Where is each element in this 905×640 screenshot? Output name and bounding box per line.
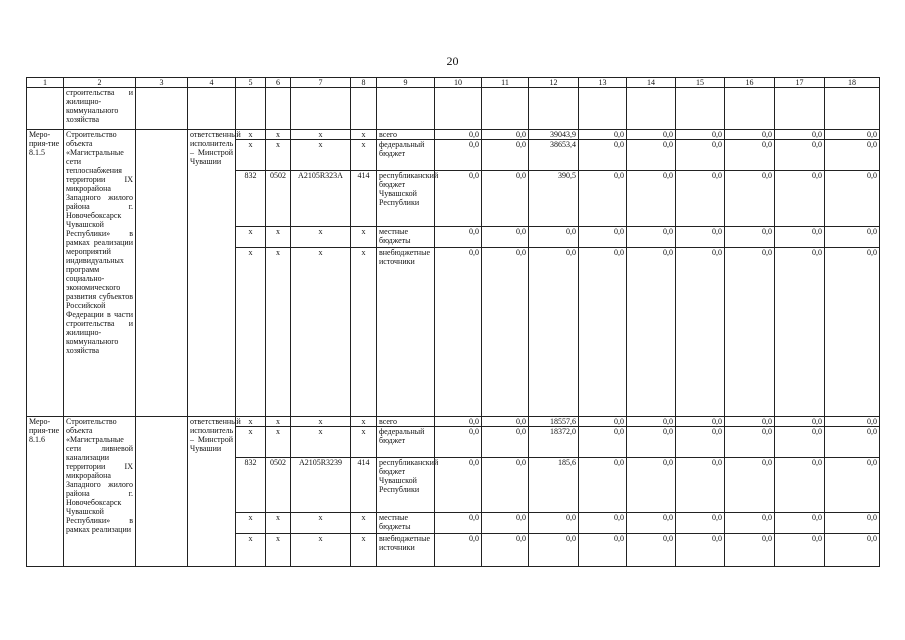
code-section: x — [266, 248, 291, 417]
amount-cell: 0,0 — [482, 130, 529, 140]
code-section: x — [266, 140, 291, 171]
amount-cell: 0,0 — [725, 427, 775, 458]
executor-cell: ответственный исполнитель – Минстрой Чувашии — [188, 417, 236, 567]
header-cell-18: 18 — [825, 78, 880, 88]
funding-source: всего — [377, 130, 435, 140]
event-description: Строительство объекта «Магистральные сети ливневой канализации территории IX микрорайона Западного жилого района г. Новочебоксарск Чувашской Республики» в рамках реализации — [64, 417, 136, 567]
amount-cell: 0,0 — [725, 417, 775, 427]
header-cell-6: 6 — [266, 78, 291, 88]
amount-cell: 0,0 — [825, 534, 880, 567]
funding-source: местные бюджеты — [377, 227, 435, 248]
amount-cell: 0,0 — [725, 248, 775, 417]
header-row — [27, 78, 880, 88]
funding-source: местные бюджеты — [377, 513, 435, 534]
code-section: x — [266, 534, 291, 567]
amount-cell: 0,0 — [725, 513, 775, 534]
code-grbs: x — [236, 248, 266, 417]
amount-cell: 0,0 — [676, 248, 725, 417]
amount-cell: 0,0 — [579, 171, 627, 227]
amount-cell: 0,0 — [529, 534, 579, 567]
amount-cell: 0,0 — [676, 427, 725, 458]
code-grbs: x — [236, 140, 266, 171]
table-row — [27, 130, 880, 140]
amount-cell: 0,0 — [825, 140, 880, 171]
header-cell-14: 14 — [627, 78, 676, 88]
amount-cell: 0,0 — [482, 513, 529, 534]
code-type: x — [351, 513, 377, 534]
amount-cell: 0,0 — [725, 534, 775, 567]
code-target: x — [291, 140, 351, 171]
amount-cell: 0,0 — [579, 227, 627, 248]
funding-source: республиканский бюджет Чувашской Республики — [377, 458, 435, 513]
column-3-cell — [136, 417, 188, 567]
amount-cell: 0,0 — [482, 227, 529, 248]
header-cell-12: 12 — [529, 78, 579, 88]
amount-cell: 0,0 — [725, 227, 775, 248]
code-target: x — [291, 248, 351, 417]
amount-cell: 0,0 — [435, 417, 482, 427]
code-grbs: x — [236, 417, 266, 427]
amount-cell: 0,0 — [579, 130, 627, 140]
amount-cell: 0,0 — [579, 417, 627, 427]
amount-cell: 0,0 — [775, 513, 825, 534]
code-target: x — [291, 513, 351, 534]
amount-cell: 0,0 — [725, 140, 775, 171]
amount-cell: 0,0 — [775, 171, 825, 227]
amount-cell: 0,0 — [627, 248, 676, 417]
amount-cell: 39043,9 — [529, 130, 579, 140]
header-cell-7: 7 — [291, 78, 351, 88]
code-type: x — [351, 427, 377, 458]
page-number: 20 — [446, 54, 459, 68]
code-section: 0502 — [266, 458, 291, 513]
amount-cell: 0,0 — [435, 130, 482, 140]
amount-cell: 0,0 — [482, 427, 529, 458]
amount-cell: 0,0 — [775, 130, 825, 140]
amount-cell: 0,0 — [627, 427, 676, 458]
amount-cell: 0,0 — [435, 248, 482, 417]
amount-cell: 185,6 — [529, 458, 579, 513]
amount-cell: 0,0 — [529, 513, 579, 534]
header-cell-5: 5 — [236, 78, 266, 88]
amount-cell: 0,0 — [775, 248, 825, 417]
amount-cell: 0,0 — [775, 534, 825, 567]
header-cell-11: 11 — [482, 78, 529, 88]
amount-cell: 0,0 — [825, 227, 880, 248]
amount-cell: 18372,0 — [529, 427, 579, 458]
amount-cell: 0,0 — [725, 458, 775, 513]
funding-source: всего — [377, 417, 435, 427]
code-grbs: x — [236, 513, 266, 534]
header-cell-16: 16 — [725, 78, 775, 88]
code-target: x — [291, 417, 351, 427]
amount-cell: 0,0 — [482, 171, 529, 227]
amount-cell: 0,0 — [579, 513, 627, 534]
header-cell-2: 2 — [64, 78, 136, 88]
amount-cell: 0,0 — [676, 534, 725, 567]
amount-cell: 0,0 — [435, 458, 482, 513]
amount-cell: 0,0 — [482, 534, 529, 567]
cont-description: строительства и жилищно-коммунального хозяйства — [64, 88, 136, 130]
amount-cell: 0,0 — [579, 248, 627, 417]
code-grbs: x — [236, 130, 266, 140]
header-cell-10: 10 — [435, 78, 482, 88]
amount-cell: 0,0 — [775, 227, 825, 248]
code-type: 414 — [351, 458, 377, 513]
funding-source: федеральный бюджет — [377, 427, 435, 458]
header-cell-3: 3 — [136, 78, 188, 88]
executor-cell: ответственный исполнитель – Минстрой Чувашии — [188, 130, 236, 417]
amount-cell: 0,0 — [775, 417, 825, 427]
code-section: x — [266, 427, 291, 458]
amount-cell: 0,0 — [529, 227, 579, 248]
amount-cell: 0,0 — [627, 534, 676, 567]
amount-cell: 0,0 — [775, 458, 825, 513]
code-type: x — [351, 534, 377, 567]
event-description: Строительство объекта «Магистральные сети теплоснабжения территории IX микрорайона Западного жилого района г. Новочебоксарск Чувашской Республики» в рамках реализации мероприятий индивидуальных программ социально-экономического развития субъектов Российской Федерации в части строительства и жилищно-коммунального хозяйства — [64, 130, 136, 417]
table-row — [27, 417, 880, 427]
cont-cell-1 — [27, 88, 64, 130]
amount-cell: 0,0 — [627, 140, 676, 171]
amount-cell: 0,0 — [725, 130, 775, 140]
amount-cell: 0,0 — [482, 140, 529, 171]
amount-cell: 0,0 — [676, 130, 725, 140]
code-target: x — [291, 534, 351, 567]
code-grbs: x — [236, 534, 266, 567]
amount-cell: 0,0 — [825, 171, 880, 227]
amount-cell: 0,0 — [627, 458, 676, 513]
continuation-row — [27, 88, 880, 130]
amount-cell: 0,0 — [775, 140, 825, 171]
funding-source: внебюджетные источники — [377, 248, 435, 417]
code-type: 414 — [351, 171, 377, 227]
code-target: x — [291, 427, 351, 458]
amount-cell: 0,0 — [435, 227, 482, 248]
code-grbs: x — [236, 227, 266, 248]
header-cell-17: 17 — [775, 78, 825, 88]
budget-table — [26, 77, 880, 567]
code-target: А2105R3239 — [291, 458, 351, 513]
amount-cell: 0,0 — [676, 417, 725, 427]
amount-cell: 0,0 — [435, 140, 482, 171]
amount-cell: 0,0 — [825, 417, 880, 427]
amount-cell: 0,0 — [435, 427, 482, 458]
amount-cell: 0,0 — [825, 427, 880, 458]
code-grbs: 832 — [236, 458, 266, 513]
code-section: 0502 — [266, 171, 291, 227]
amount-cell: 0,0 — [676, 458, 725, 513]
amount-cell: 0,0 — [482, 417, 529, 427]
amount-cell: 0,0 — [627, 417, 676, 427]
amount-cell: 0,0 — [579, 458, 627, 513]
header-cell-9: 9 — [377, 78, 435, 88]
amount-cell: 0,0 — [725, 171, 775, 227]
amount-cell: 0,0 — [435, 513, 482, 534]
amount-cell: 0,0 — [627, 513, 676, 534]
header-cell-13: 13 — [579, 78, 627, 88]
code-target: А2105R323А — [291, 171, 351, 227]
header-cell-1: 1 — [27, 78, 64, 88]
amount-cell: 0,0 — [482, 458, 529, 513]
code-section: x — [266, 417, 291, 427]
column-3-cell — [136, 130, 188, 417]
amount-cell: 390,5 — [529, 171, 579, 227]
code-section: x — [266, 130, 291, 140]
header-cell-8: 8 — [351, 78, 377, 88]
amount-cell: 38653,4 — [529, 140, 579, 171]
code-type: x — [351, 248, 377, 417]
event-label: Меро-прия-тие 8.1.6 — [27, 417, 64, 567]
funding-source: внебюджетные источники — [377, 534, 435, 567]
amount-cell: 0,0 — [627, 130, 676, 140]
amount-cell: 0,0 — [579, 534, 627, 567]
code-grbs: x — [236, 427, 266, 458]
code-target: x — [291, 130, 351, 140]
code-target: x — [291, 227, 351, 248]
amount-cell: 0,0 — [482, 248, 529, 417]
amount-cell: 0,0 — [825, 513, 880, 534]
funding-source: федеральный бюджет — [377, 140, 435, 171]
amount-cell: 0,0 — [775, 427, 825, 458]
amount-cell: 0,0 — [627, 171, 676, 227]
amount-cell: 0,0 — [579, 140, 627, 171]
header-cell-4: 4 — [188, 78, 236, 88]
code-section: x — [266, 227, 291, 248]
code-type: x — [351, 130, 377, 140]
amount-cell: 0,0 — [676, 513, 725, 534]
amount-cell: 0,0 — [435, 534, 482, 567]
funding-source: республиканский бюджет Чувашской Республики — [377, 171, 435, 227]
amount-cell: 0,0 — [435, 171, 482, 227]
amount-cell: 0,0 — [825, 248, 880, 417]
event-label: Меро-прия-тие 8.1.5 — [27, 130, 64, 417]
amount-cell: 18557,6 — [529, 417, 579, 427]
code-type: x — [351, 140, 377, 171]
code-type: x — [351, 227, 377, 248]
amount-cell: 0,0 — [676, 227, 725, 248]
amount-cell: 0,0 — [529, 248, 579, 417]
table-body — [27, 78, 880, 567]
amount-cell: 0,0 — [676, 171, 725, 227]
amount-cell: 0,0 — [676, 140, 725, 171]
amount-cell: 0,0 — [825, 458, 880, 513]
amount-cell: 0,0 — [579, 427, 627, 458]
code-grbs: 832 — [236, 171, 266, 227]
header-cell-15: 15 — [676, 78, 725, 88]
amount-cell: 0,0 — [627, 227, 676, 248]
code-type: x — [351, 417, 377, 427]
amount-cell: 0,0 — [825, 130, 880, 140]
code-section: x — [266, 513, 291, 534]
